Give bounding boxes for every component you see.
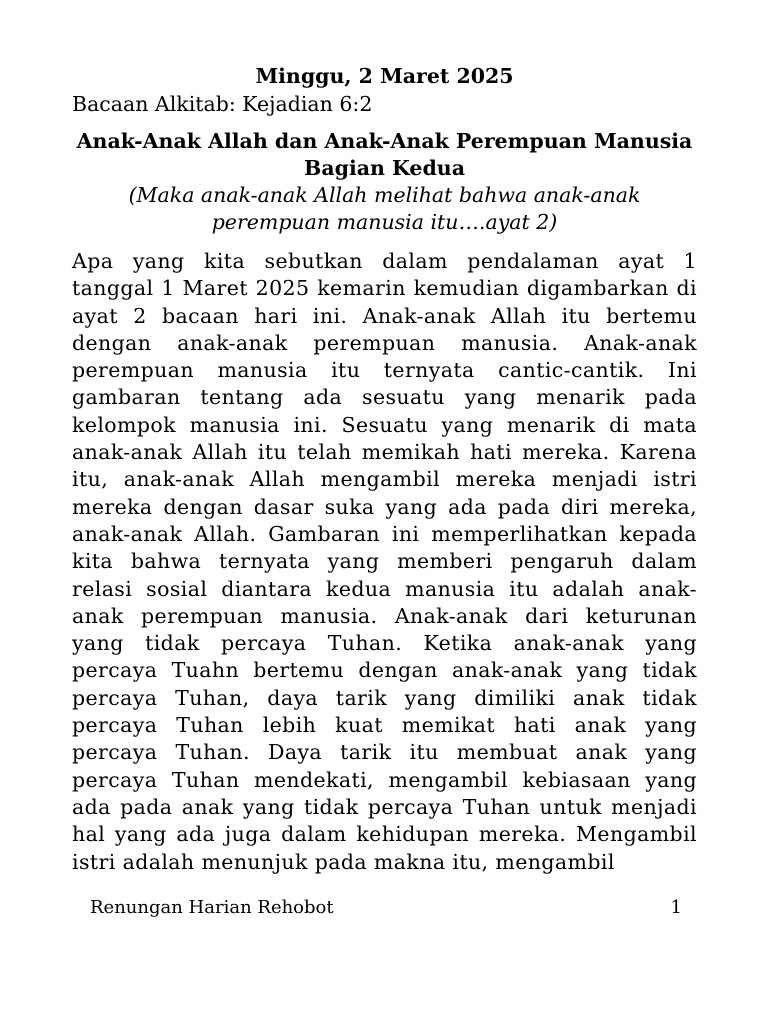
page-number: 1 bbox=[670, 897, 682, 918]
document-page bbox=[72, 62, 697, 876]
article-title: Anak-Anak Allah dan Anak-Anak Perempuan Manusia Bagian Kedua bbox=[76, 129, 693, 180]
bible-reading-reference: Bacaan Alkitab: Kejadian 6:2 bbox=[72, 92, 373, 116]
verse-quote: (Maka anak-anak Allah melihat bahwa anak-anak perempuan manusia itu….ayat 2) bbox=[128, 183, 641, 234]
publication-name: Renungan Harian Rehobot bbox=[90, 897, 334, 918]
page-footer bbox=[90, 896, 682, 920]
devotional-date: Minggu, 2 Maret 2025 bbox=[255, 64, 514, 88]
article-body: Apa yang kita sebutkan dalam pendalaman ayat 1 tanggal 1 Maret 2025 kemarin kemudian digambarkan di ayat 2 bacaan hari ini. Anak-anak Allah itu bertemu dengan anak-anak perempuan manusia. Anak-anak perempuan manusia itu ternyata cantic-cantik. Ini gambaran tentang ada sesuatu yang menarik pada kelompok manusia ini. Sesuatu yang menarik di mata anak-anak Allah itu telah memikah hati mereka. Karena itu, anak-anak Allah mengambil mereka menjadi istri mereka dengan dasar suka yang ada pada diri mereka, anak-anak Allah. Gambaran ini memperlihatkan kepada kita bahwa ternyata yang memberi pengaruh dalam relasi sosial diantara kedua manusia itu adalah anak-anak perempuan manusia. Anak-anak dari keturunan yang tidak percaya Tuhan. Ketika anak-anak yang percaya Tuahn bertemu dengan anak-anak yang tidak percaya Tuhan, daya tarik yang dimiliki anak tidak percaya Tuhan lebih kuat memikat hati anak yang percaya Tuhan. Daya tarik itu membuat anak yang percaya Tuhan mendekati, mengambil kebiasaan yang ada pada anak yang tidak percaya Tuhan untuk menjadi hal yang ada juga dalam kehidupan mereka. Mengambil istri adalah menunjuk pada makna itu, mengambil bbox=[72, 249, 697, 874]
